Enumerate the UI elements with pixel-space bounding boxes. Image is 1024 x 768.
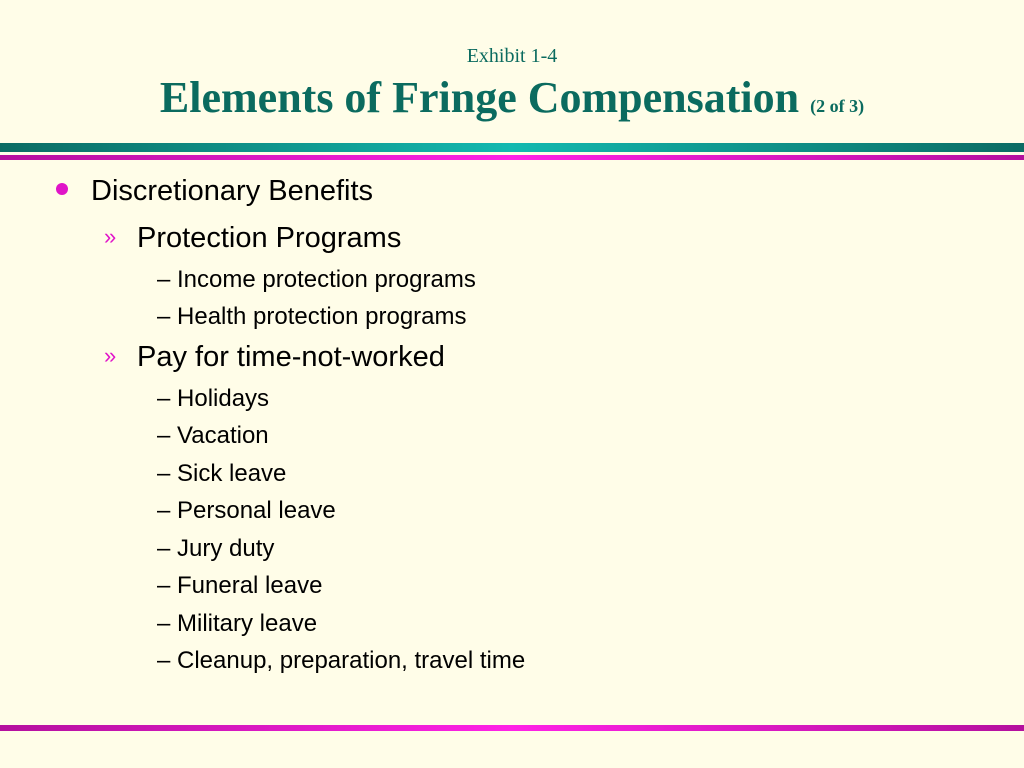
list-item: – Funeral leave (157, 572, 323, 599)
list-item: – Cleanup, preparation, travel time (157, 647, 526, 674)
list-item: – Personal leave (157, 497, 336, 524)
list-item: – Health protection programs (157, 303, 467, 330)
exhibit-label: Exhibit 1-4 (466, 45, 558, 67)
slide-title-page-indicator: (2 of 3) (810, 96, 865, 116)
footer-rule-magenta (0, 725, 1024, 731)
list-item: – Vacation (157, 422, 269, 449)
sub-bullet-text: Protection Programs (137, 222, 402, 254)
sub-bullet-pay-for-time-not-worked (104, 341, 445, 374)
list-item: – Jury duty (157, 535, 275, 562)
slide-title-text: Elements of Fringe Compensation (159, 73, 800, 122)
list-item: – Holidays (157, 385, 270, 412)
sub-bullet-text: Pay for time-not-worked (137, 341, 445, 373)
list-item: – Income protection programs (157, 266, 476, 293)
round-bullet-icon (56, 183, 68, 195)
sub-bullet-protection-programs (104, 222, 401, 255)
list-item: – Sick leave (157, 460, 287, 487)
bullet-text: Discretionary Benefits (91, 175, 374, 207)
chevron-bullet-icon: » (104, 343, 117, 368)
list-item: – Military leave (157, 610, 318, 637)
bullet-discretionary-benefits (56, 175, 373, 208)
chevron-bullet-icon: » (104, 224, 117, 249)
